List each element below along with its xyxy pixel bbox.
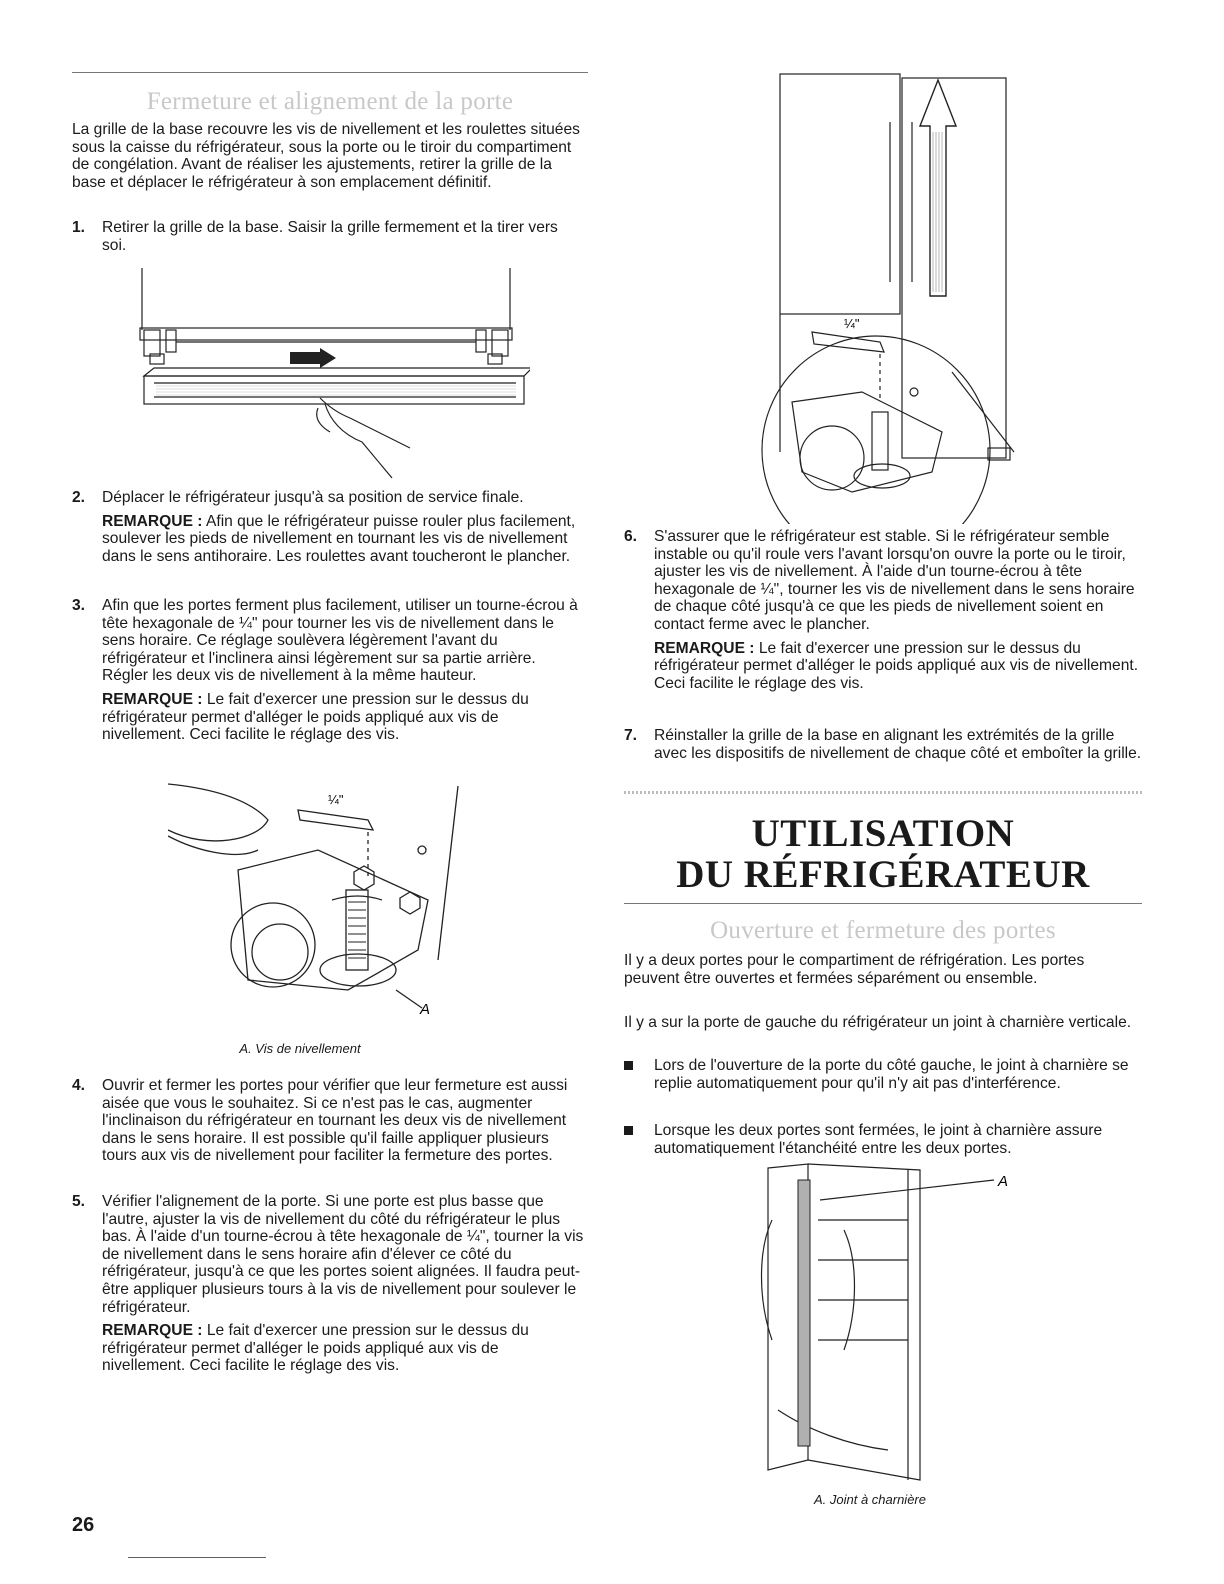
bullet-square-icon [624,1126,633,1135]
bullet-item [624,1122,1142,1157]
figure-caption-leveling-screw: A. Vis de nivellement [239,1041,361,1056]
note-text: Le fait d'exercer une pression sur le dessus du réfrigérateur permet d'alléger le poids appliqué aux vis de nivellement. Ceci facilite le réglage des vis. [102,1322,529,1375]
quarter-inch-label: ¼" [328,792,344,807]
step-number: 1. [72,219,86,236]
step-note [102,1322,584,1375]
note-text: Le fait d'exercer une pression sur le dessus du réfrigérateur permet d'alléger le poids appliqué aux vis de nivellement. Ceci facilite le réglage des vis. [102,690,529,744]
step-text: Vérifier l'alignement de la porte. Si une porte est plus basse que l'autre, ajuster la vis de nivellement du côté du réfrigérateur le plus bas. À l'aide d'un tourne-écrou à tête hexagonale de ¼", tourner la vis de nivellement dans le sens horaire afin d'élever ce côté du réfrigérateur, jusqu'à ce que les portes soient alignées. Il faudra peut-être appliquer plusieurs tours à la vis de nivellement pour soulever le réfrigérateur. [102,1193,584,1316]
step-5 [72,1193,584,1375]
figure-caption-hinge-seal: A. Joint à charnière [813,1492,926,1507]
note-label: REMARQUE : [102,1322,203,1340]
bullet-square-icon [624,1061,633,1070]
label-a: A [420,1001,431,1018]
main-heading-line1: UTILISATION [751,812,1015,855]
step-note [102,691,584,744]
label-a: A [998,1173,1009,1190]
hinge-seal-figure [748,1160,1028,1490]
step-3 [72,597,584,744]
note-label: REMARQUE : [102,512,203,530]
step-text: Déplacer le réfrigérateur jusqu'à sa position de service finale. [102,489,524,506]
step-number: 5. [72,1193,86,1210]
step-text: Ouvrir et fermer les portes pour vérifier que leur fermeture est aussi aisée que vous le souhaitez. Si ce n'est pas le cas, augmenter l'inclinaison du réfrigérateur en tournant les deux vis de nivellement dans le sens horaire. Il est possible qu'il faille appliquer plusieurs tours aux vis de nivellement pour faciliter la fermeture des portes. [102,1077,568,1165]
main-heading-line2: DU RÉFRIGÉRATEUR [676,853,1090,896]
note-text: Le fait d'exercer une pression sur le dessus du réfrigérateur permet d'alléger le poids appliqué aux vis de nivellement. Ceci facilite le réglage des vis. [654,639,1139,692]
step-number: 2. [72,489,86,506]
step-note [102,513,584,566]
quarter-inch-label: ¼" [844,316,860,331]
step-text: Retirer la grille de la base. Saisir la grille fermement et la tirer vers soi. [102,219,558,254]
paragraph-hinge-seal: Il y a sur la porte de gauche du réfrigérateur un joint à charnière verticale. [624,1014,1132,1031]
main-heading [624,813,1142,895]
base-grille-figure [130,268,530,490]
step-6 [624,528,1142,692]
step-1 [72,219,584,254]
step-text: Réinstaller la grille de la base en alignant les extrémités de la grille avec les dispositifs de nivellement de chaque côté et emboîter la grille. [654,727,1142,762]
note-label: REMARQUE : [654,639,755,657]
step-number: 7. [624,727,638,744]
step-4 [72,1077,584,1165]
section-rule-right [624,903,1142,904]
section-title-door-alignment: Fermeture et alignement de la porte [146,88,514,115]
step-number: 4. [72,1077,86,1094]
bullet-item [624,1057,1142,1092]
note-text: Afin que le réfrigérateur puisse rouler plus facilement, soulever les pieds de nivellement en tournant les vis de nivellement dans le sens antihoraire. Les roulettes avant toucheront le plancher. [102,512,576,565]
step-number: 6. [624,528,638,545]
footer-line [128,1557,266,1558]
note-label: REMARQUE : [102,690,203,708]
step-number: 3. [72,597,86,614]
section-title-opening-doors: Ouverture et fermeture des portes [710,917,1056,944]
bullet-text: Lorsque les deux portes sont fermées, le joint à charnière assure automatiquement l'étanchéité entre les deux portes. [654,1122,1103,1157]
step-note [654,640,1142,693]
leveling-screw-figure [168,780,468,1020]
step-7 [624,727,1142,762]
dotted-divider [624,791,1142,794]
page-number: 26 [72,1514,95,1536]
step-2 [72,489,584,565]
intro-paragraph: La grille de la base recouvre les vis de nivellement et les roulettes situées sous la caisse du réfrigérateur, sous la porte ou le tiroir du compartiment de congélation. Avant de réaliser les ajustements, retirer la grille de la base et déplacer le réfrigérateur à son emplacement définitif. [72,121,580,191]
step-text: Afin que les portes ferment plus facilement, utiliser un tourne-écrou à tête hexagonale de ¼" pour tourner les vis de nivellement dans le sens horaire. Ce réglage soulèvera légèrement l'avant du réfrigérateur et l'inclinera ainsi légèrement sur sa partie arrière. Régler les deux vis de nivellement à la même hauteur. [102,597,578,685]
bullet-text: Lors de l'ouverture de la porte du côté gauche, le joint à charnière se replie automatiquement pour qu'il n'y ait pas d'interférence. [654,1057,1129,1092]
fridge-stability-figure [752,72,1022,524]
top-rule-left [72,72,588,73]
step-text: S'assurer que le réfrigérateur est stable. Si le réfrigérateur semble instable ou qu'il roule vers l'avant lorsqu'on ouvre la porte ou le tiroir, ajuster les vis de nivellement. À l'aide d'un tourne-écrou à tête hexagonale de ¼", tourner les vis de nivellement dans le sens horaire de chaque côté jusqu'à ce que les pieds de nivellement soient en contact ferme avec le plancher. [654,528,1135,633]
paragraph-two-doors: Il y a deux portes pour le compartiment de réfrigération. Les portes peuvent être ouvertes et fermées séparément ou ensemble. [624,952,1085,987]
